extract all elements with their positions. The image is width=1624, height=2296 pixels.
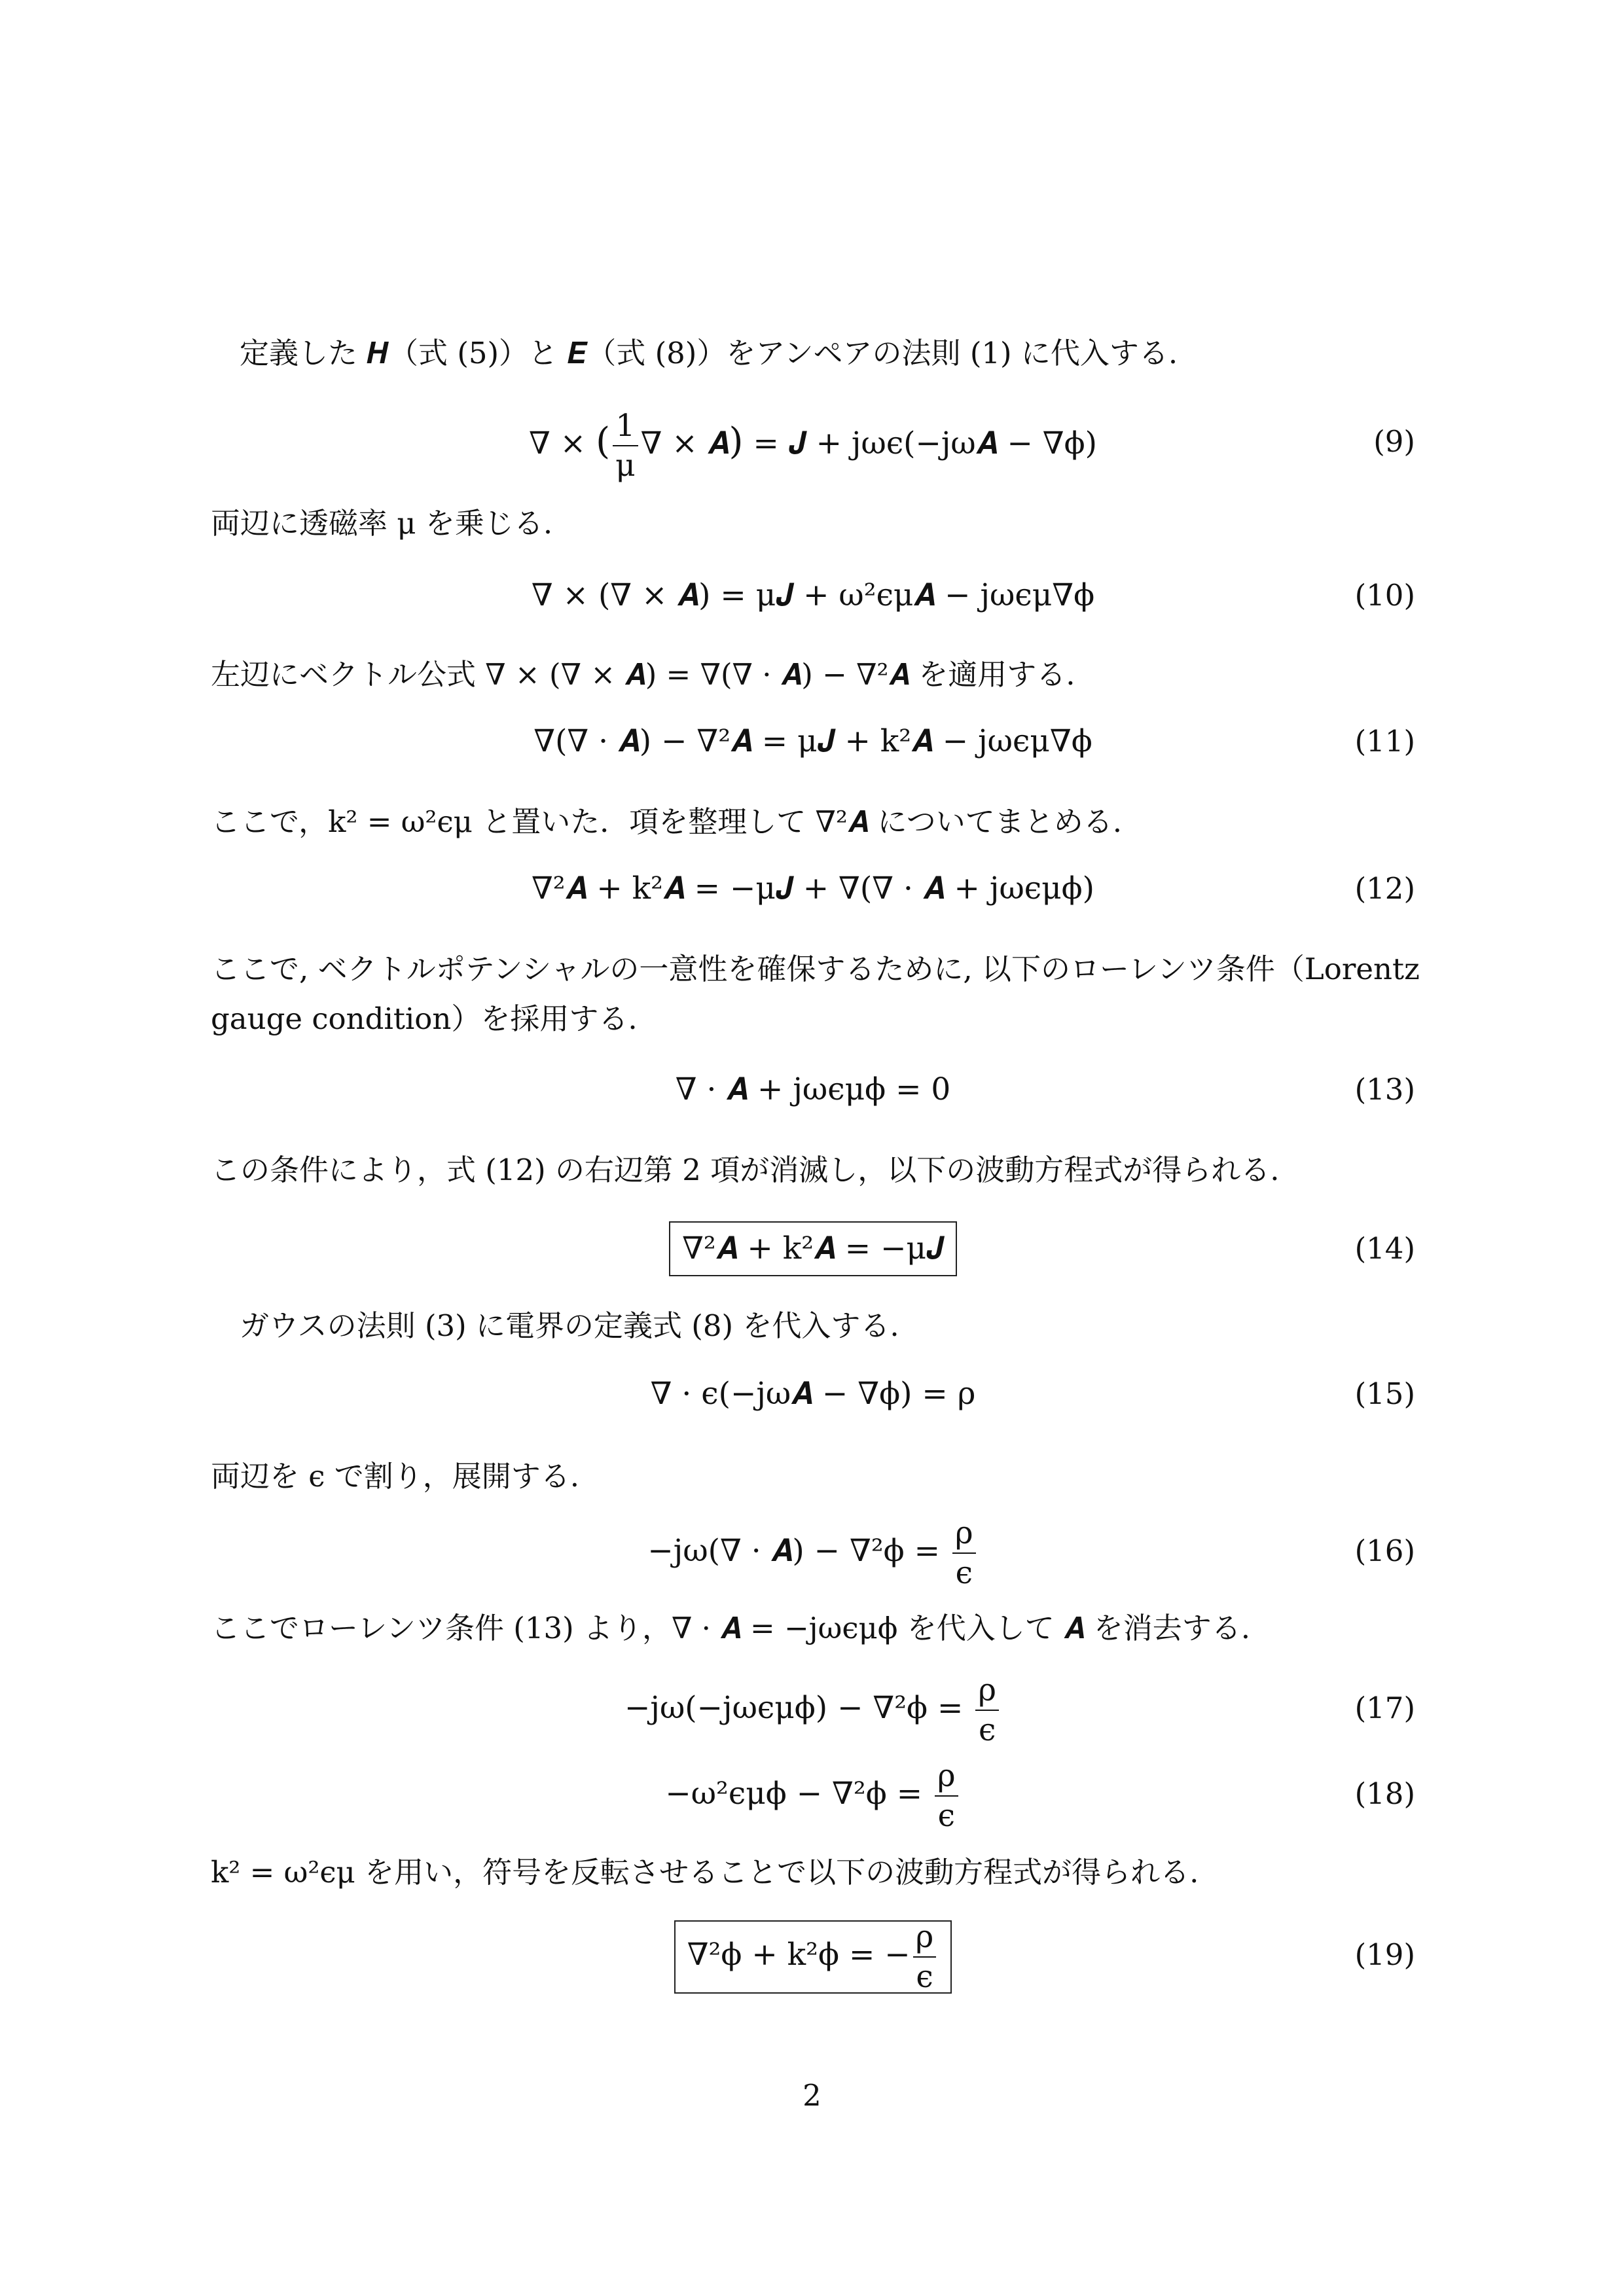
equation-18-body <box>211 1758 1415 1834</box>
fraction-rho-over-epsilon <box>935 1758 958 1834</box>
fraction-rho-over-epsilon <box>975 1672 999 1748</box>
equation-19-body <box>211 1919 1415 1994</box>
equation-15 <box>211 1358 1415 1430</box>
equation-16-lhs: −jω(∇ · 𝑨) − ∇²ϕ = <box>647 1533 950 1569</box>
equation-16-body <box>211 1515 1415 1591</box>
paragraph-k-definition: ここで，k² = ω²ϵμ と置いた．項を整理して ∇²𝑨 についてまとめる. <box>211 804 1123 839</box>
equation-17 <box>211 1672 1415 1748</box>
equation-14-body <box>211 1213 1415 1285</box>
paragraph-lorentz-line-1: ここで, ベクトルポテンシャルの一意性を確保するために, 以下のローレンツ条件（Lorentz <box>211 952 1420 986</box>
equation-9 <box>211 406 1415 484</box>
equation-12 <box>211 853 1415 925</box>
fraction-rho-over-epsilon <box>952 1515 976 1591</box>
fraction-numerator: ρ <box>952 1518 976 1554</box>
paragraph-lorentz-line-2: gauge condition）を採用する. <box>211 1001 638 1036</box>
paragraph-multiply-mu: 両辺に透磁率 μ を乗じる. <box>211 506 553 541</box>
page-number: 2 <box>803 2078 821 2113</box>
equation-11-number: (11) <box>1354 724 1415 759</box>
equation-10-number: (10) <box>1354 578 1415 613</box>
equation-13 <box>211 1054 1415 1126</box>
equation-12-body: ∇²𝑨 + k²𝑨 = −μ𝑱 + ∇(∇ · 𝑨 + jωϵμϕ) <box>531 870 1095 906</box>
fraction-denominator: μ <box>615 448 636 484</box>
boxed-equation-19 <box>674 1920 952 1994</box>
equation-18 <box>211 1758 1415 1834</box>
fraction-numerator: ρ <box>935 1761 958 1797</box>
equation-16-number: (16) <box>1354 1534 1415 1568</box>
paragraph-wave-equation-phi: k² = ω²ϵμ を用い，符号を反転させることで以下の波動方程式が得られる. <box>211 1855 1199 1890</box>
equation-15-number: (15) <box>1354 1376 1415 1411</box>
boxed-equation-14: ∇²𝑨 + k²𝑨 = −μ𝑱 <box>669 1221 957 1276</box>
paragraph-vector-identity: 左辺にベクトル公式 ∇ × (∇ × 𝑨) = ∇(∇ · 𝑨) − ∇²𝑨 を適用する. <box>211 657 1075 692</box>
fraction-numerator: ρ <box>913 1922 937 1958</box>
fraction-denominator: ϵ <box>937 1798 955 1834</box>
fraction-rho-over-epsilon <box>913 1919 937 1995</box>
equation-16 <box>211 1515 1415 1591</box>
equation-19 <box>211 1919 1415 1995</box>
paragraph-eliminate-a: ここでローレンツ条件 (13) より，∇ · 𝑨 = −jωϵμϕ を代入して 𝑨 を消去する. <box>211 1611 1251 1645</box>
left-paren: ( <box>596 420 611 463</box>
equation-13-body: ∇ · 𝑨 + jωϵμϕ = 0 <box>675 1071 951 1107</box>
fraction-numerator: ρ <box>975 1675 999 1711</box>
equation-19-lhs: ∇²ϕ + k²ϕ = − <box>687 1937 911 1973</box>
paragraph-gauss-law: ガウスの法則 (3) に電界の定義式 (8) を代入する. <box>240 1308 899 1343</box>
equation-13-number: (13) <box>1354 1072 1415 1107</box>
equation-11 <box>211 706 1415 778</box>
fraction-denominator: ϵ <box>955 1555 973 1591</box>
fraction-one-over-mu <box>613 408 638 484</box>
equation-14 <box>211 1213 1415 1285</box>
equation-9-body <box>211 406 1415 484</box>
equation-14-number: (14) <box>1354 1231 1415 1266</box>
fraction-numerator: 1 <box>613 410 638 446</box>
paragraph-wave-equation-a: この条件により，式 (12) の右辺第 2 項が消滅し，以下の波動方程式が得られる. <box>211 1153 1280 1187</box>
right-paren: ) <box>729 420 744 463</box>
fraction-denominator: ϵ <box>916 1959 933 1995</box>
equation-17-number: (17) <box>1354 1691 1415 1725</box>
paragraph-ampere-substitution: 定義した 𝑯（式 (5)）と 𝑬（式 (8)）をアンペアの法則 (1) に代入する. <box>240 336 1178 370</box>
fraction-denominator: ϵ <box>979 1712 996 1748</box>
equation-9-number: (9) <box>1373 424 1415 459</box>
equation-12-number: (12) <box>1354 871 1415 906</box>
equation-17-body <box>211 1672 1415 1746</box>
equation-9-rhs: = 𝑱 + jωϵ(−jω𝑨 − ∇ϕ) <box>743 425 1097 461</box>
equation-18-lhs: −ω²ϵμϕ − ∇²ϕ = <box>665 1776 933 1812</box>
equation-10-body: ∇ × (∇ × 𝑨) = μ𝑱 + ω²ϵμ𝑨 − jωϵμ∇ϕ <box>531 577 1095 613</box>
equation-9-inner: ∇ × 𝑨 <box>640 425 729 461</box>
equation-11-body: ∇(∇ · 𝑨) − ∇²𝑨 = μ𝑱 + k²𝑨 − jωϵμ∇ϕ <box>533 723 1092 759</box>
equation-19-number: (19) <box>1354 1937 1415 1972</box>
paragraph-divide-epsilon: 両辺を ϵ で割り，展開する. <box>211 1459 580 1494</box>
equation-15-body: ∇ · ϵ(−jω𝑨 − ∇ϕ) = ρ <box>650 1376 976 1412</box>
equation-18-number: (18) <box>1354 1776 1415 1811</box>
equation-10 <box>211 560 1415 632</box>
equation-9-lhs: ∇ × <box>529 425 596 461</box>
equation-17-lhs: −jω(−jωϵμϕ) − ∇²ϕ = <box>624 1690 973 1726</box>
